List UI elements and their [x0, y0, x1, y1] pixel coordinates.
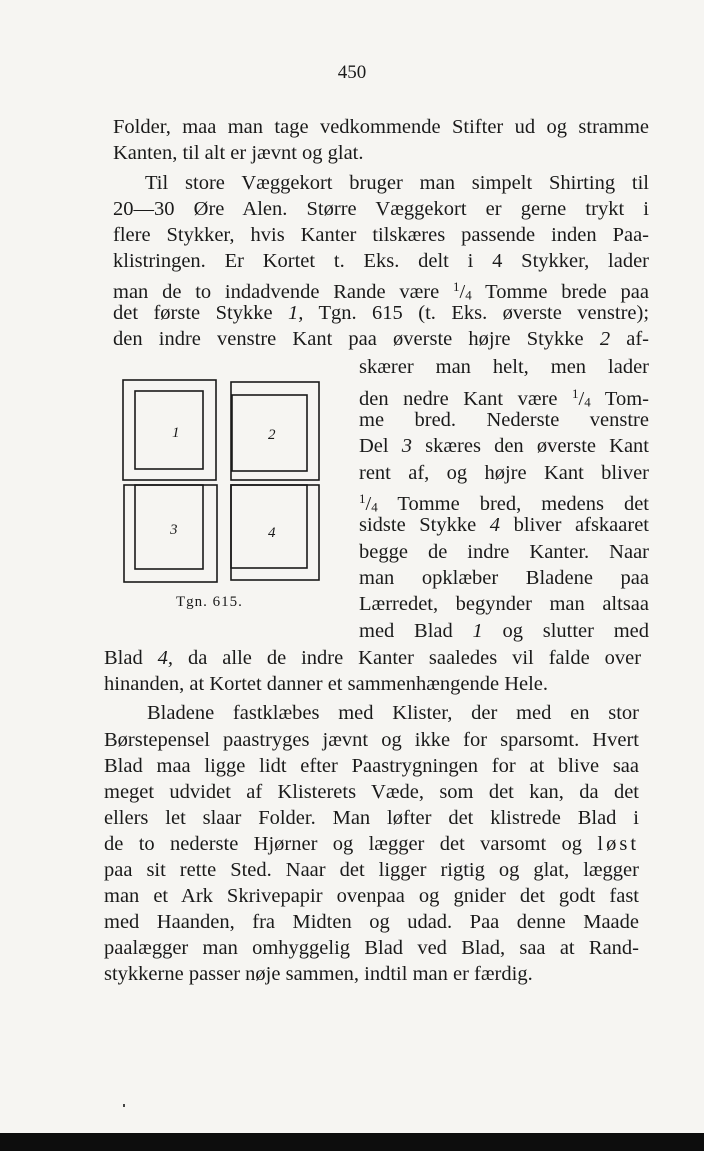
- sheet-3-inner: [135, 485, 203, 569]
- fraction-denominator: 4: [584, 394, 591, 410]
- text-line-21-a: Blad: [104, 647, 143, 669]
- fraction-quarter: $^1$/4: [359, 491, 378, 516]
- text-line-5: flere Stykker, hvis Kanter tilskæres passende inden Paa-: [113, 224, 649, 246]
- text-line-20-b: og slutter med: [502, 620, 650, 642]
- text-line-13: [359, 433, 649, 459]
- text-line-20-italic: 1: [472, 620, 483, 642]
- figure-tgn-615: [121, 378, 326, 588]
- text-line-13-a: Del: [359, 435, 389, 457]
- text-line-3: Til store Væggekort bruger man simpelt Shirting til: [145, 172, 649, 194]
- text-line-19: Lærredet, begynder man altsaa: [359, 593, 649, 615]
- text-line-16-a: sidste Stykke: [359, 514, 477, 536]
- scan-speck: [123, 1104, 125, 1107]
- text-line-22: hinanden, at Kortet danner et sammenhængende Hele.: [104, 673, 549, 695]
- text-line-28-a: de to nederste Hjørner og lægger det varsomt og: [104, 833, 583, 855]
- text-line-32: paalægger man omhyggelig Blad ved Blad, saa at Rand-: [104, 937, 639, 959]
- text-line-21-italic: 4,: [157, 647, 174, 669]
- text-line-28-spaced: løst: [597, 833, 640, 855]
- text-line-8-a: det første Stykke: [113, 302, 273, 324]
- fraction-denominator: 4: [371, 499, 378, 515]
- text-line-8: [113, 300, 649, 326]
- text-line-21: [104, 645, 641, 671]
- text-line-17: begge de indre Kanter. Naar: [359, 541, 649, 563]
- text-line-11-a: den nedre Kant være: [359, 388, 558, 411]
- text-line-21-b: da alle de indre Kanter saaledes vil falde over: [188, 647, 642, 669]
- text-line-9-italic: 2: [599, 328, 611, 350]
- text-line-28: [104, 831, 639, 857]
- text-line-25: Blad maa ligge lidt efter Paastrygningen for at blive saa: [104, 755, 639, 777]
- text-line-15-b: Tomme bred, medens det: [397, 493, 650, 516]
- text-line-6: klistringen. Er Kortet t. Eks. delt i 4 Stykker, lader: [113, 250, 649, 272]
- text-line-10: skærer man helt, men lader: [359, 356, 649, 378]
- text-line-18: man opklæber Bladene paa: [359, 567, 649, 589]
- text-line-7-b: Tomme brede paa: [485, 281, 649, 304]
- text-line-31: med Haanden, fra Midten og udad. Paa denne Maade: [104, 911, 639, 933]
- text-line-8-italic: 1,: [288, 302, 304, 324]
- text-line-23: Bladene fastklæbes med Klister, der med en stor: [147, 702, 639, 724]
- sheet-label-4: 4: [268, 525, 276, 541]
- fraction-quarter: $^1$/4: [453, 279, 472, 304]
- text-line-12: me bred. Nederste venstre: [359, 409, 649, 431]
- text-line-9-b: af-: [626, 328, 650, 350]
- text-line-9-a: den indre venstre Kant paa øverste højre Stykke: [113, 328, 584, 350]
- text-line-33: stykkerne passer nøje sammen, indtil man er færdig.: [104, 963, 533, 985]
- text-line-29: paa sit rette Sted. Naar det ligger rigtig og glat, lægger: [104, 859, 639, 881]
- text-line-20-a: med Blad: [359, 620, 453, 642]
- text-line-13-b: skæres den øverste Kant: [425, 435, 650, 457]
- sheet-1-inner: [135, 391, 203, 469]
- text-line-16-italic: 4: [489, 514, 501, 536]
- text-line-20: [359, 618, 649, 644]
- sheet-label-1: 1: [172, 425, 180, 441]
- page-number: 450: [337, 62, 367, 83]
- text-line-4: 20—30 Øre Alen. Større Væggekort er gerne trykt i: [113, 198, 649, 220]
- text-line-1: Folder, maa man tage vedkommende Stifter ud og stramme: [113, 116, 649, 138]
- text-line-13-italic: 3: [401, 435, 412, 457]
- text-line-2: Kanten, til alt er jævnt og glat.: [113, 142, 364, 164]
- figure-caption: Tgn. 615.: [176, 594, 243, 610]
- text-line-16-b: bliver afskaaret: [513, 514, 649, 536]
- text-line-16: [359, 512, 649, 538]
- text-line-8-b: Tgn. 615 (t. Eks. øverste venstre);: [318, 302, 650, 324]
- fraction-numerator: 1: [453, 279, 460, 294]
- text-line-27: ellers let slaar Folder. Man løfter det klistrede Blad i: [104, 807, 639, 829]
- text-line-7-a: man de to indadvende Rande være: [113, 281, 440, 304]
- fraction-denominator: 4: [465, 287, 472, 303]
- scan-bottom-edge: [0, 1133, 704, 1151]
- text-line-11-b: Tom-: [604, 388, 649, 411]
- text-line-24: Børstepensel paastryges jævnt og ikke for sparsomt. Hvert: [104, 729, 639, 751]
- text-line-9: [113, 326, 649, 352]
- fraction-numerator: 1: [359, 491, 366, 506]
- text-line-30: man et Ark Skrivepapir ovenpaa og gnider det godt fast: [104, 885, 639, 907]
- sheet-label-2: 2: [268, 427, 276, 443]
- text-line-14: rent af, og højre Kant bliver: [359, 462, 649, 484]
- text-line-26: meget udvidet af Klisterets Væde, som det kan, da det: [104, 781, 639, 803]
- fraction-quarter: $^1$/4: [572, 386, 591, 411]
- fraction-numerator: 1: [572, 386, 579, 401]
- sheet-label-3: 3: [170, 522, 178, 538]
- sheet-1-outer: [123, 380, 216, 480]
